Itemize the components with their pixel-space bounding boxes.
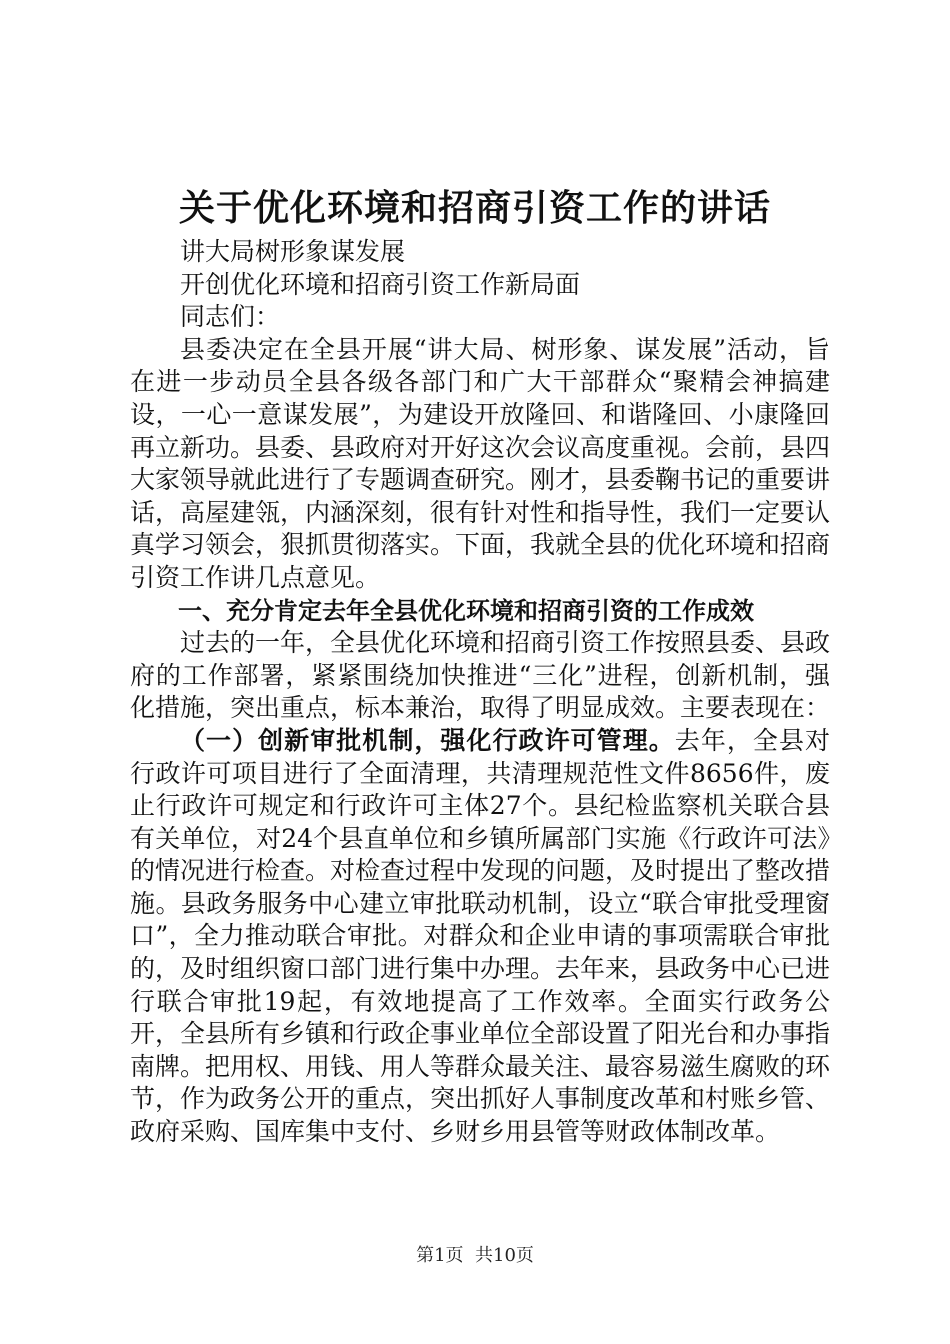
salutation: 同志们：: [180, 302, 281, 332]
section-1-heading: 一、充分肯定去年全县优化环境和招商引资的工作成效: [178, 596, 754, 625]
subsection-1-paragraph: [130, 725, 830, 1149]
page-footer: [0, 1244, 950, 1268]
intro-paragraph: 县委决定在全县开展“讲大局、树形象、谋发展”活动，旨在进一步动员全县各级各部门和广大干部群众“聚精会神搞建设，一心一意谋发展”，为建设开放隆回、和谐隆回、小康隆回再立新功。县委、县政府对开好这次会议高度重视。会前，县四大家领导就此进行了专题调查研究。刚才，县委鞠书记的重要讲话，高屋建瓴，内涵深刻，很有针对性和指导性，我们一定要认真学习领会，狠抓贯彻落实。下面，我就全县的优化环境和招商引资工作讲几点意见。: [130, 334, 831, 592]
document-body: [130, 236, 830, 1149]
subtitle-line-2: 开创优化环境和招商引资工作新局面: [180, 269, 581, 299]
subsection-1-text: 去年，全县对行政许可项目进行了全面清理，共清理规范性文件8656件，废止行政许可规定和行政许可主体27个。县纪检监察机关联合县有关单位，对24个县直单位和乡镇所属部门实施《行政许可法》的情况进行检查。对检查过程中发现的问题，及时提出了整改措施。县政务服务中心建立审批联动机制，设立“联合审批受理窗口”，全力推动联合审批。对群众和企业申请的事项需联合审批的，及时组织窗口部门进行集中办理。去年来，县政务中心已进行联合审批19起，有效地提高了工作效率。全面实行政务公开，全县所有乡镇和行政企事业单位全部设置了阳光台和办事指南牌。把用权、用钱、用人等群众最关注、最容易滋生腐败的环节，作为政务公开的重点，突出抓好人事制度改革和村账乡管、政府采购、国库集中支付、乡财乡用县管等财政体制改革。: [130, 725, 831, 1147]
document-title: 关于优化环境和招商引资工作的讲话: [178, 188, 771, 229]
section-1-paragraph: 过去的一年，全县优化环境和招商引资工作按照县委、县政府的工作部署，紧紧围绕加快推进“三化”进程，创新机制，强化措施，突出重点，标本兼治，取得了明显成效。主要表现在：: [130, 628, 831, 723]
subtitle-line-1: 讲大局树形象谋发展: [180, 237, 406, 266]
page-total-label: 共10页: [475, 1245, 534, 1266]
subsection-1-lead: （一）创新审批机制，强化行政许可管理。: [180, 725, 675, 755]
page-number-label: 第1页: [416, 1245, 464, 1266]
